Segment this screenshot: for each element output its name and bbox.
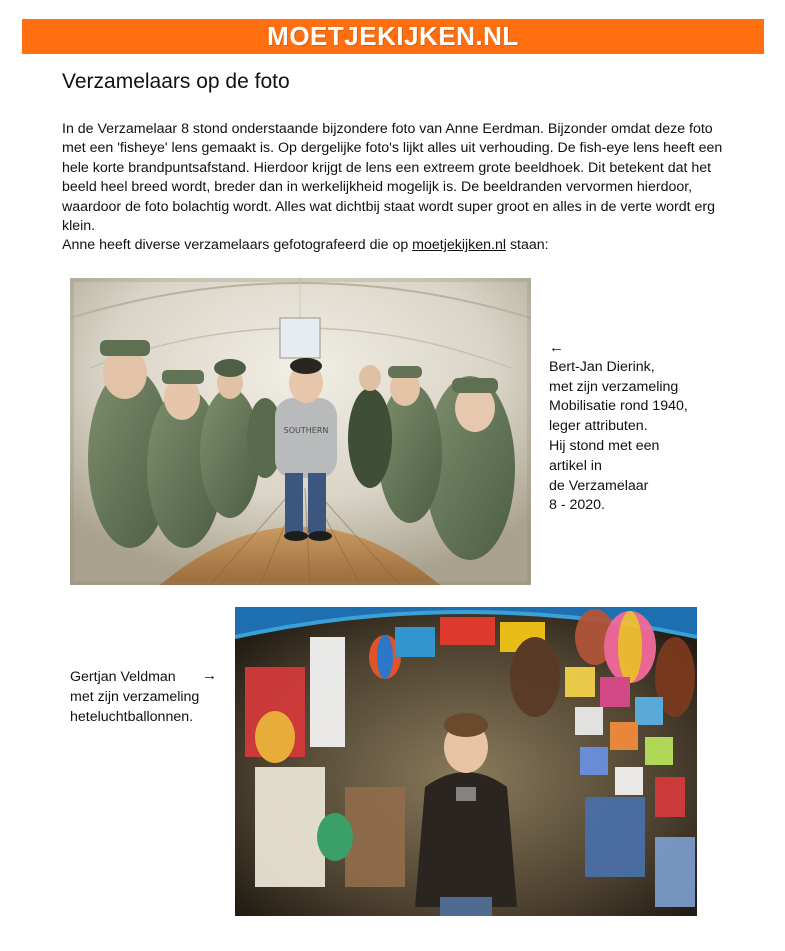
svg-text:SOUTHERN: SOUTHERN xyxy=(283,426,329,435)
caption-1-line: met zijn verzameling xyxy=(549,378,679,395)
intro-line-2-start: Anne heeft diverse verzamelaars gefotografeerd die op xyxy=(62,237,413,254)
caption-1-line: de Verzamelaar xyxy=(549,477,649,494)
page-title: Verzamelaars op de foto xyxy=(62,70,290,93)
arrow-left-icon: ← xyxy=(549,339,564,356)
photo-2-caption xyxy=(70,668,199,727)
caption-1-line: leger attributen. xyxy=(549,418,648,435)
photo-1-caption xyxy=(549,338,688,516)
site-banner xyxy=(22,19,764,54)
article-body xyxy=(62,120,730,256)
arrow-right-icon: → xyxy=(202,667,217,684)
caption-2-line: heteluchtballonnen. xyxy=(70,708,194,725)
intro-line-2-end: staan: xyxy=(506,237,549,254)
intro-line-2 xyxy=(62,236,730,255)
caption-1-line: Hij stond met een xyxy=(549,437,660,454)
caption-2-line: Gertjan Veldman xyxy=(70,669,176,685)
caption-1-line: artikel in xyxy=(549,457,602,474)
caption-2-line: met zijn verzameling xyxy=(70,688,200,705)
caption-1-line: Mobilisatie rond 1940, xyxy=(549,398,688,415)
caption-1-line: Bert-Jan Dierink, xyxy=(549,358,655,375)
caption-1-line: 8 - 2020. xyxy=(549,497,606,514)
site-logo[interactable]: MOETJEKIJKEN.NL xyxy=(267,21,519,51)
intro-paragraph: In de Verzamelaar 8 stond onderstaande bijzondere foto van Anne Eerdman. Bijzonder omdat deze foto met een 'fisheye' lens gemaakt is. Op dergelijke foto's lijkt alles uit verhouding. De fish-eye lens heeft een hele korte brandpuntsafstand. Hierdoor krijgt de lens een extreem grote beeldhoek. Dit betekent dat het beeld heel breed wordt, breder dan in werkelijkheid mogelijk is. De beeldranden vervormen hierdoor, waardoor de foto bolachtig wordt. Alles wat dichtbij staat wordt super groot en alles in de verte wordt erg klein. xyxy=(62,121,723,235)
moetjekijken-link[interactable]: moetjekijken.nl xyxy=(412,237,507,254)
photo-gertjan-veldman xyxy=(235,607,697,916)
photo-bert-jan-dierink xyxy=(70,278,531,585)
